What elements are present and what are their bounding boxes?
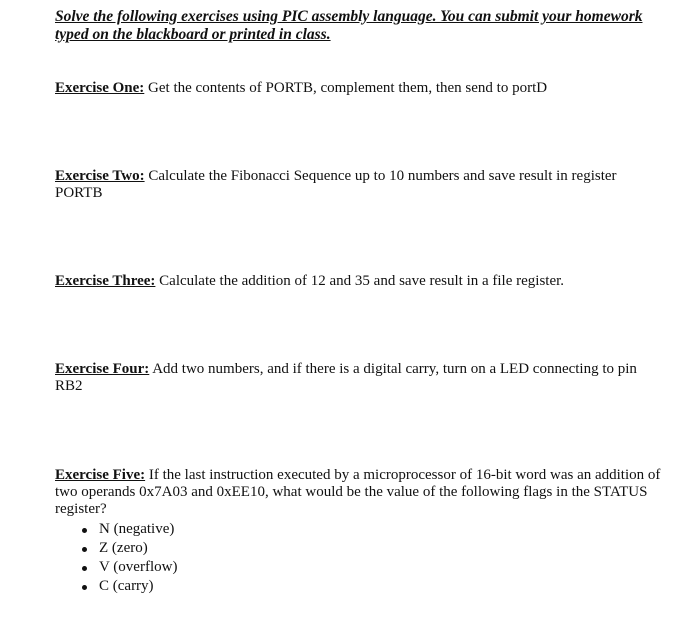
- flag-label: N (negative): [99, 521, 175, 537]
- exercise-three: [55, 273, 665, 290]
- exercise-four: [55, 361, 665, 395]
- exercise-three-text: Calculate the addition of 12 and 35 and save result in a file register.: [155, 273, 565, 289]
- exercise-one-title: Exercise One:: [55, 80, 145, 96]
- exercise-five: [55, 467, 665, 596]
- bullet-icon: [82, 585, 87, 590]
- flag-item-zero: [55, 539, 665, 558]
- exercise-three-title: Exercise Three:: [55, 273, 156, 289]
- flag-label: Z (zero): [99, 540, 148, 556]
- exercise-one-text: Get the contents of PORTB, complement them, then send to portD: [144, 80, 548, 96]
- instructions-heading: Solve the following exercises using PIC assembly language. You can submit your homework typed on the blackboard or printed in class.: [55, 8, 643, 43]
- bullet-icon: [82, 566, 87, 571]
- flag-item-negative: [55, 520, 665, 539]
- bullet-icon: [82, 528, 87, 533]
- exercise-five-text: If the last instruction executed by a microprocessor of 16-bit word was an addition of two operands 0x7A03 and 0xEE10, what would be the value of the following flags in the STATUS register?: [55, 467, 661, 517]
- exercise-four-title: Exercise Four:: [55, 361, 150, 377]
- exercise-two-title: Exercise Two:: [55, 168, 145, 184]
- flag-item-overflow: [55, 558, 665, 577]
- flag-list: [55, 520, 665, 596]
- exercise-two-text: Calculate the Fibonacci Sequence up to 10 numbers and save result in register PORTB: [55, 168, 617, 201]
- exercise-five-title: Exercise Five:: [55, 467, 146, 483]
- flag-label: C (carry): [99, 578, 154, 594]
- exercise-four-text: Add two numbers, and if there is a digital carry, turn on a LED connecting to pin RB2: [55, 361, 637, 394]
- bullet-icon: [82, 547, 87, 552]
- flag-label: V (overflow): [99, 559, 178, 575]
- flag-item-carry: [55, 577, 665, 596]
- exercise-two: [55, 168, 665, 202]
- exercise-one: [55, 80, 665, 97]
